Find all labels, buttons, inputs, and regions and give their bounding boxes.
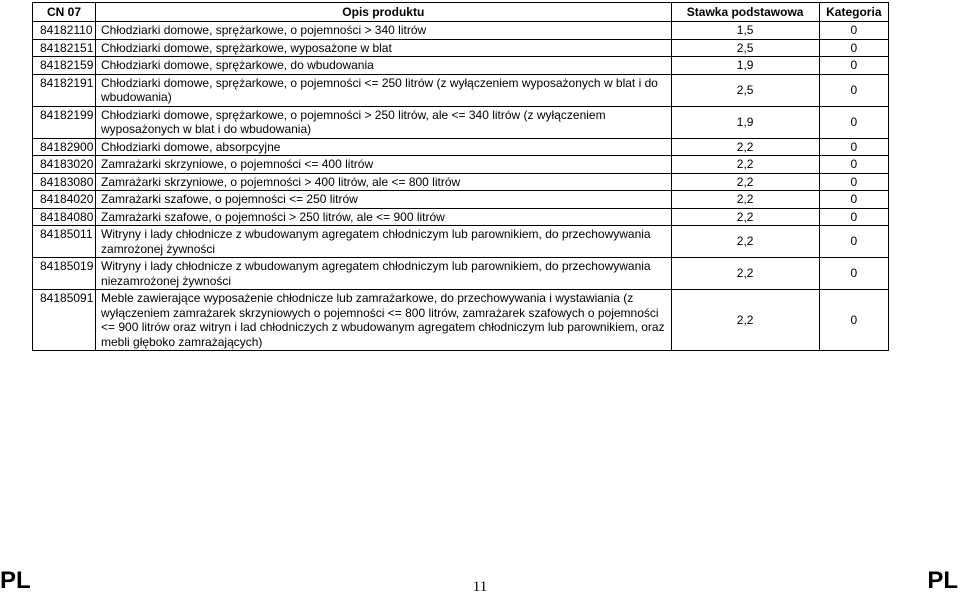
rate-cell: 1,9 xyxy=(671,57,819,75)
rate-cell: 2,2 xyxy=(671,173,819,191)
category-cell: 0 xyxy=(819,208,888,226)
description-cell: Witryny i lady chłodnicze z wbudowanym agregatem chłodniczym lub parownikiem, do przechowywania niezamrożonej żywności xyxy=(96,258,672,290)
description-cell: Zamrażarki szafowe, o pojemności > 250 litrów, ale <= 900 litrów xyxy=(96,208,672,226)
rate-cell: 2,2 xyxy=(671,226,819,258)
description-cell: Zamrażarki skrzyniowe, o pojemności > 400 litrów, ale <= 800 litrów xyxy=(96,173,672,191)
cn-cell: 84185091 xyxy=(33,290,96,351)
cn-cell: 84182199 xyxy=(33,106,96,138)
rate-cell: 1,9 xyxy=(671,106,819,138)
page-number: 11 xyxy=(472,579,488,595)
rate-cell: 2,2 xyxy=(671,258,819,290)
table-row xyxy=(33,173,889,191)
category-cell: 0 xyxy=(819,138,888,156)
cn-cell: 84184020 xyxy=(33,191,96,209)
description-cell: Meble zawierające wyposażenie chłodnicze lub zamrażarkowe, do przechowywania i wystawiania (z wyłączeniem zamrażarek skrzyniowych o pojemności <= 800 litrów, zamrażarek szafowych o pojemności <= 900 litrów oraz witryn i lad chłodniczych z wbudowanym agregatem chłodniczym lub parownikiem, oraz mebli głęboko zamrażających) xyxy=(96,290,672,351)
category-cell: 0 xyxy=(819,258,888,290)
table-header xyxy=(33,3,889,22)
cn-cell: 84182159 xyxy=(33,57,96,75)
category-cell: 0 xyxy=(819,191,888,209)
table-row xyxy=(33,39,889,57)
category-cell: 0 xyxy=(819,226,888,258)
rate-cell: 2,2 xyxy=(671,290,819,351)
category-cell: 0 xyxy=(819,106,888,138)
cn-cell: 84182191 xyxy=(33,74,96,106)
description-cell: Chłodziarki domowe, sprężarkowe, o pojemności > 340 litrów xyxy=(96,22,672,40)
cn-cell: 84183080 xyxy=(33,173,96,191)
description-cell: Chłodziarki domowe, sprężarkowe, o pojemności <= 250 litrów (z wyłączeniem wyposażonych w blat i do wbudowania) xyxy=(96,74,672,106)
table-row xyxy=(33,106,889,138)
category-cell: 0 xyxy=(819,173,888,191)
header-cn: CN 07 xyxy=(33,3,96,22)
header-category: Kategoria xyxy=(819,3,888,22)
category-cell: 0 xyxy=(819,74,888,106)
cn-cell: 84184080 xyxy=(33,208,96,226)
category-cell: 0 xyxy=(819,22,888,40)
header-rate: Stawka podstawowa xyxy=(671,3,819,22)
description-cell: Chłodziarki domowe, sprężarkowe, o pojemności > 250 litrów, ale <= 340 litrów (z wyłączeniem wyposażonych w blat i do wbudowania) xyxy=(96,106,672,138)
description-cell: Chłodziarki domowe, sprężarkowe, do wbudowania xyxy=(96,57,672,75)
description-cell: Witryny i lady chłodnicze z wbudowanym agregatem chłodniczym lub parownikiem, do przechowywania zamrożonej żywności xyxy=(96,226,672,258)
rate-cell: 2,2 xyxy=(671,138,819,156)
footer-country-code-right: PL xyxy=(927,567,958,594)
footer-country-code-left: PL xyxy=(0,567,31,594)
header-row xyxy=(33,3,889,22)
category-cell: 0 xyxy=(819,57,888,75)
rate-cell: 2,5 xyxy=(671,74,819,106)
rate-cell: 2,2 xyxy=(671,191,819,209)
description-cell: Chłodziarki domowe, sprężarkowe, wyposażone w blat xyxy=(96,39,672,57)
cn-cell: 84182151 xyxy=(33,39,96,57)
table-row xyxy=(33,226,889,258)
table-row xyxy=(33,138,889,156)
cn-cell: 84185011 xyxy=(33,226,96,258)
category-cell: 0 xyxy=(819,39,888,57)
description-cell: Zamrażarki szafowe, o pojemności <= 250 litrów xyxy=(96,191,672,209)
description-cell: Chłodziarki domowe, absorpcyjne xyxy=(96,138,672,156)
table-row xyxy=(33,22,889,40)
header-description: Opis produktu xyxy=(96,3,672,22)
cn-cell: 84182110 xyxy=(33,22,96,40)
category-cell: 0 xyxy=(819,290,888,351)
table-row xyxy=(33,258,889,290)
description-cell: Zamrażarki skrzyniowe, o pojemności <= 400 litrów xyxy=(96,156,672,174)
table-row xyxy=(33,156,889,174)
tariff-table xyxy=(32,2,889,351)
cn-cell: 84185019 xyxy=(33,258,96,290)
cn-cell: 84183020 xyxy=(33,156,96,174)
table-row xyxy=(33,74,889,106)
rate-cell: 2,2 xyxy=(671,156,819,174)
table-row xyxy=(33,57,889,75)
table-row xyxy=(33,191,889,209)
rate-cell: 2,5 xyxy=(671,39,819,57)
category-cell: 0 xyxy=(819,156,888,174)
rate-cell: 2,2 xyxy=(671,208,819,226)
rate-cell: 1,5 xyxy=(671,22,819,40)
table-row xyxy=(33,208,889,226)
table-body xyxy=(33,22,889,351)
cn-cell: 84182900 xyxy=(33,138,96,156)
table-row xyxy=(33,290,889,351)
